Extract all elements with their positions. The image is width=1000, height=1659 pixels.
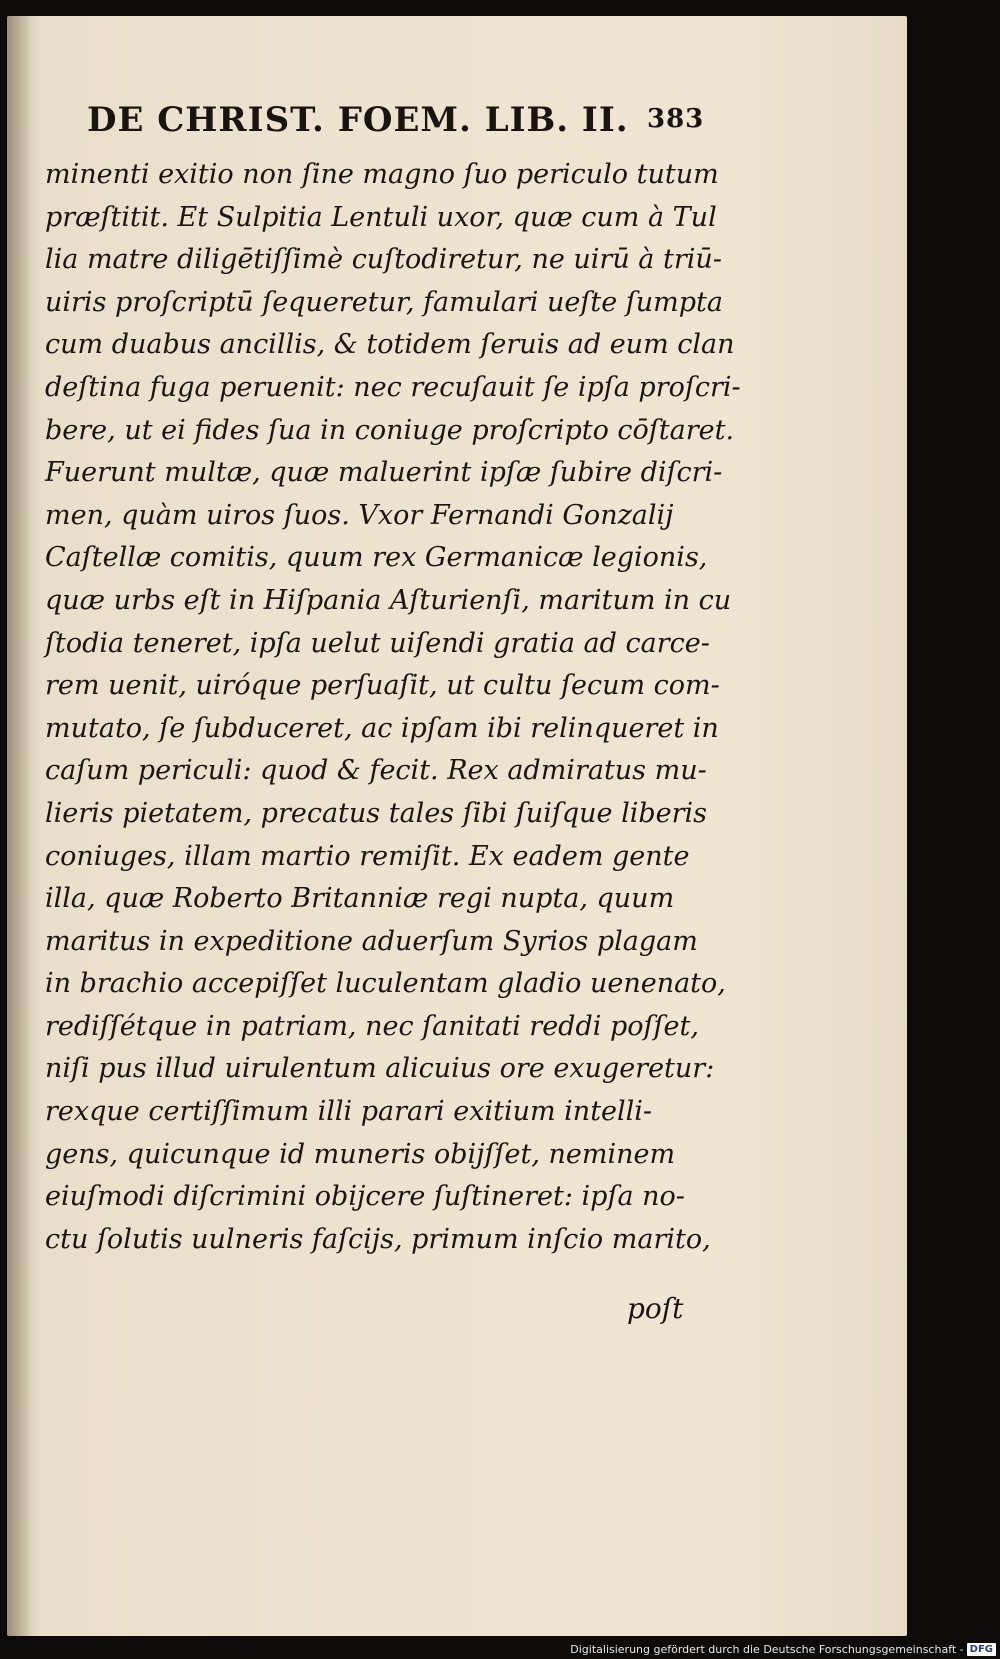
- text-line: Caſtellæ comitis, quum rex Germanicæ legionis,: [45, 542, 708, 574]
- text-line: mutato, ſe ſubduceret, ac ipſam ibi relinqueret in: [45, 712, 719, 744]
- text-line: rediſſétque in patriam, nec ſanitati reddi poſſet,: [45, 1010, 699, 1042]
- text-line: cum duabus ancillis, & totidem ſeruis ad eum clan: [45, 329, 735, 361]
- text-line: caſum periculi: quod & fecit. Rex admiratus mu-: [45, 755, 707, 787]
- text-line: eiuſmodi diſcrimini obijcere ſuſtineret: ipſa no-: [45, 1181, 685, 1213]
- text-line: coniuges, illam martio remiſit. Ex eadem gente: [45, 840, 690, 872]
- text-line: quæ urbs eſt in Hiſpania Aſturienſi, maritum in cu: [45, 584, 732, 616]
- running-title: DE CHRIST. FOEM. LIB. II.: [87, 100, 629, 140]
- text-line: uiris proſcriptū ſequeretur, famulari ueſte ſumpta: [45, 286, 723, 318]
- text-line: Fuerunt multæ, quæ maluerint ipſæ ſubire diſcri-: [45, 457, 723, 489]
- body-text: [45, 154, 741, 1261]
- text-line: rem uenit, uiróque perſuaſit, ut cultu ſecum com-: [45, 670, 720, 702]
- text-line: bere, ut ei fides ſua in coniuge proſcripto cōſtaret.: [45, 414, 735, 446]
- text-line: rexque certiſſimum illi parari exitium intelli-: [45, 1096, 653, 1128]
- text-line: præſtitit. Et Sulpitia Lentuli uxor, quæ cum à Tul: [45, 201, 717, 233]
- catchword: poſt: [627, 1292, 684, 1325]
- credit-text: Digitalisierung gefördert durch die Deutsche Forschungsgemeinschaft -: [570, 1642, 964, 1656]
- text-line: ſtodia teneret, ipſa uelut uiſendi gratia ad carce-: [45, 627, 710, 659]
- running-header: [87, 86, 707, 140]
- digitization-credit: [570, 1641, 996, 1657]
- text-line: ctu ſolutis uulneris faſcijs, primum inſcio marito,: [45, 1223, 711, 1255]
- book-page: [7, 16, 907, 1636]
- gutter-shadow: [7, 16, 33, 1636]
- text-line: maritus in expeditione aduerſum Syrios plagam: [45, 925, 698, 957]
- page-number: 383: [647, 104, 705, 134]
- text-line: deſtina fuga peruenit: nec recuſauit ſe ipſa proſcri-: [45, 371, 741, 403]
- dfg-logo: DFG: [967, 1643, 996, 1656]
- text-line: lia matre diligētiſſimè cuſtodiretur, ne uirū à triū-: [45, 244, 722, 276]
- text-line: niſi pus illud uirulentum alicuius ore exugeretur:: [45, 1053, 715, 1085]
- text-line: men, quàm uiros ſuos. Vxor Fernandi Gonzalij: [45, 499, 674, 531]
- text-line: minenti exitio non ſine magno ſuo periculo tutum: [45, 159, 719, 190]
- text-line: gens, quicunque id muneris obijſſet, neminem: [45, 1138, 676, 1170]
- text-line: in brachio accepiſſet luculentam gladio uenenato,: [45, 968, 726, 1000]
- text-line: lieris pietatem, precatus tales ſibi ſuiſque liberis: [45, 797, 708, 829]
- text-line: illa, quæ Roberto Britanniæ regi nupta, quum: [45, 883, 675, 915]
